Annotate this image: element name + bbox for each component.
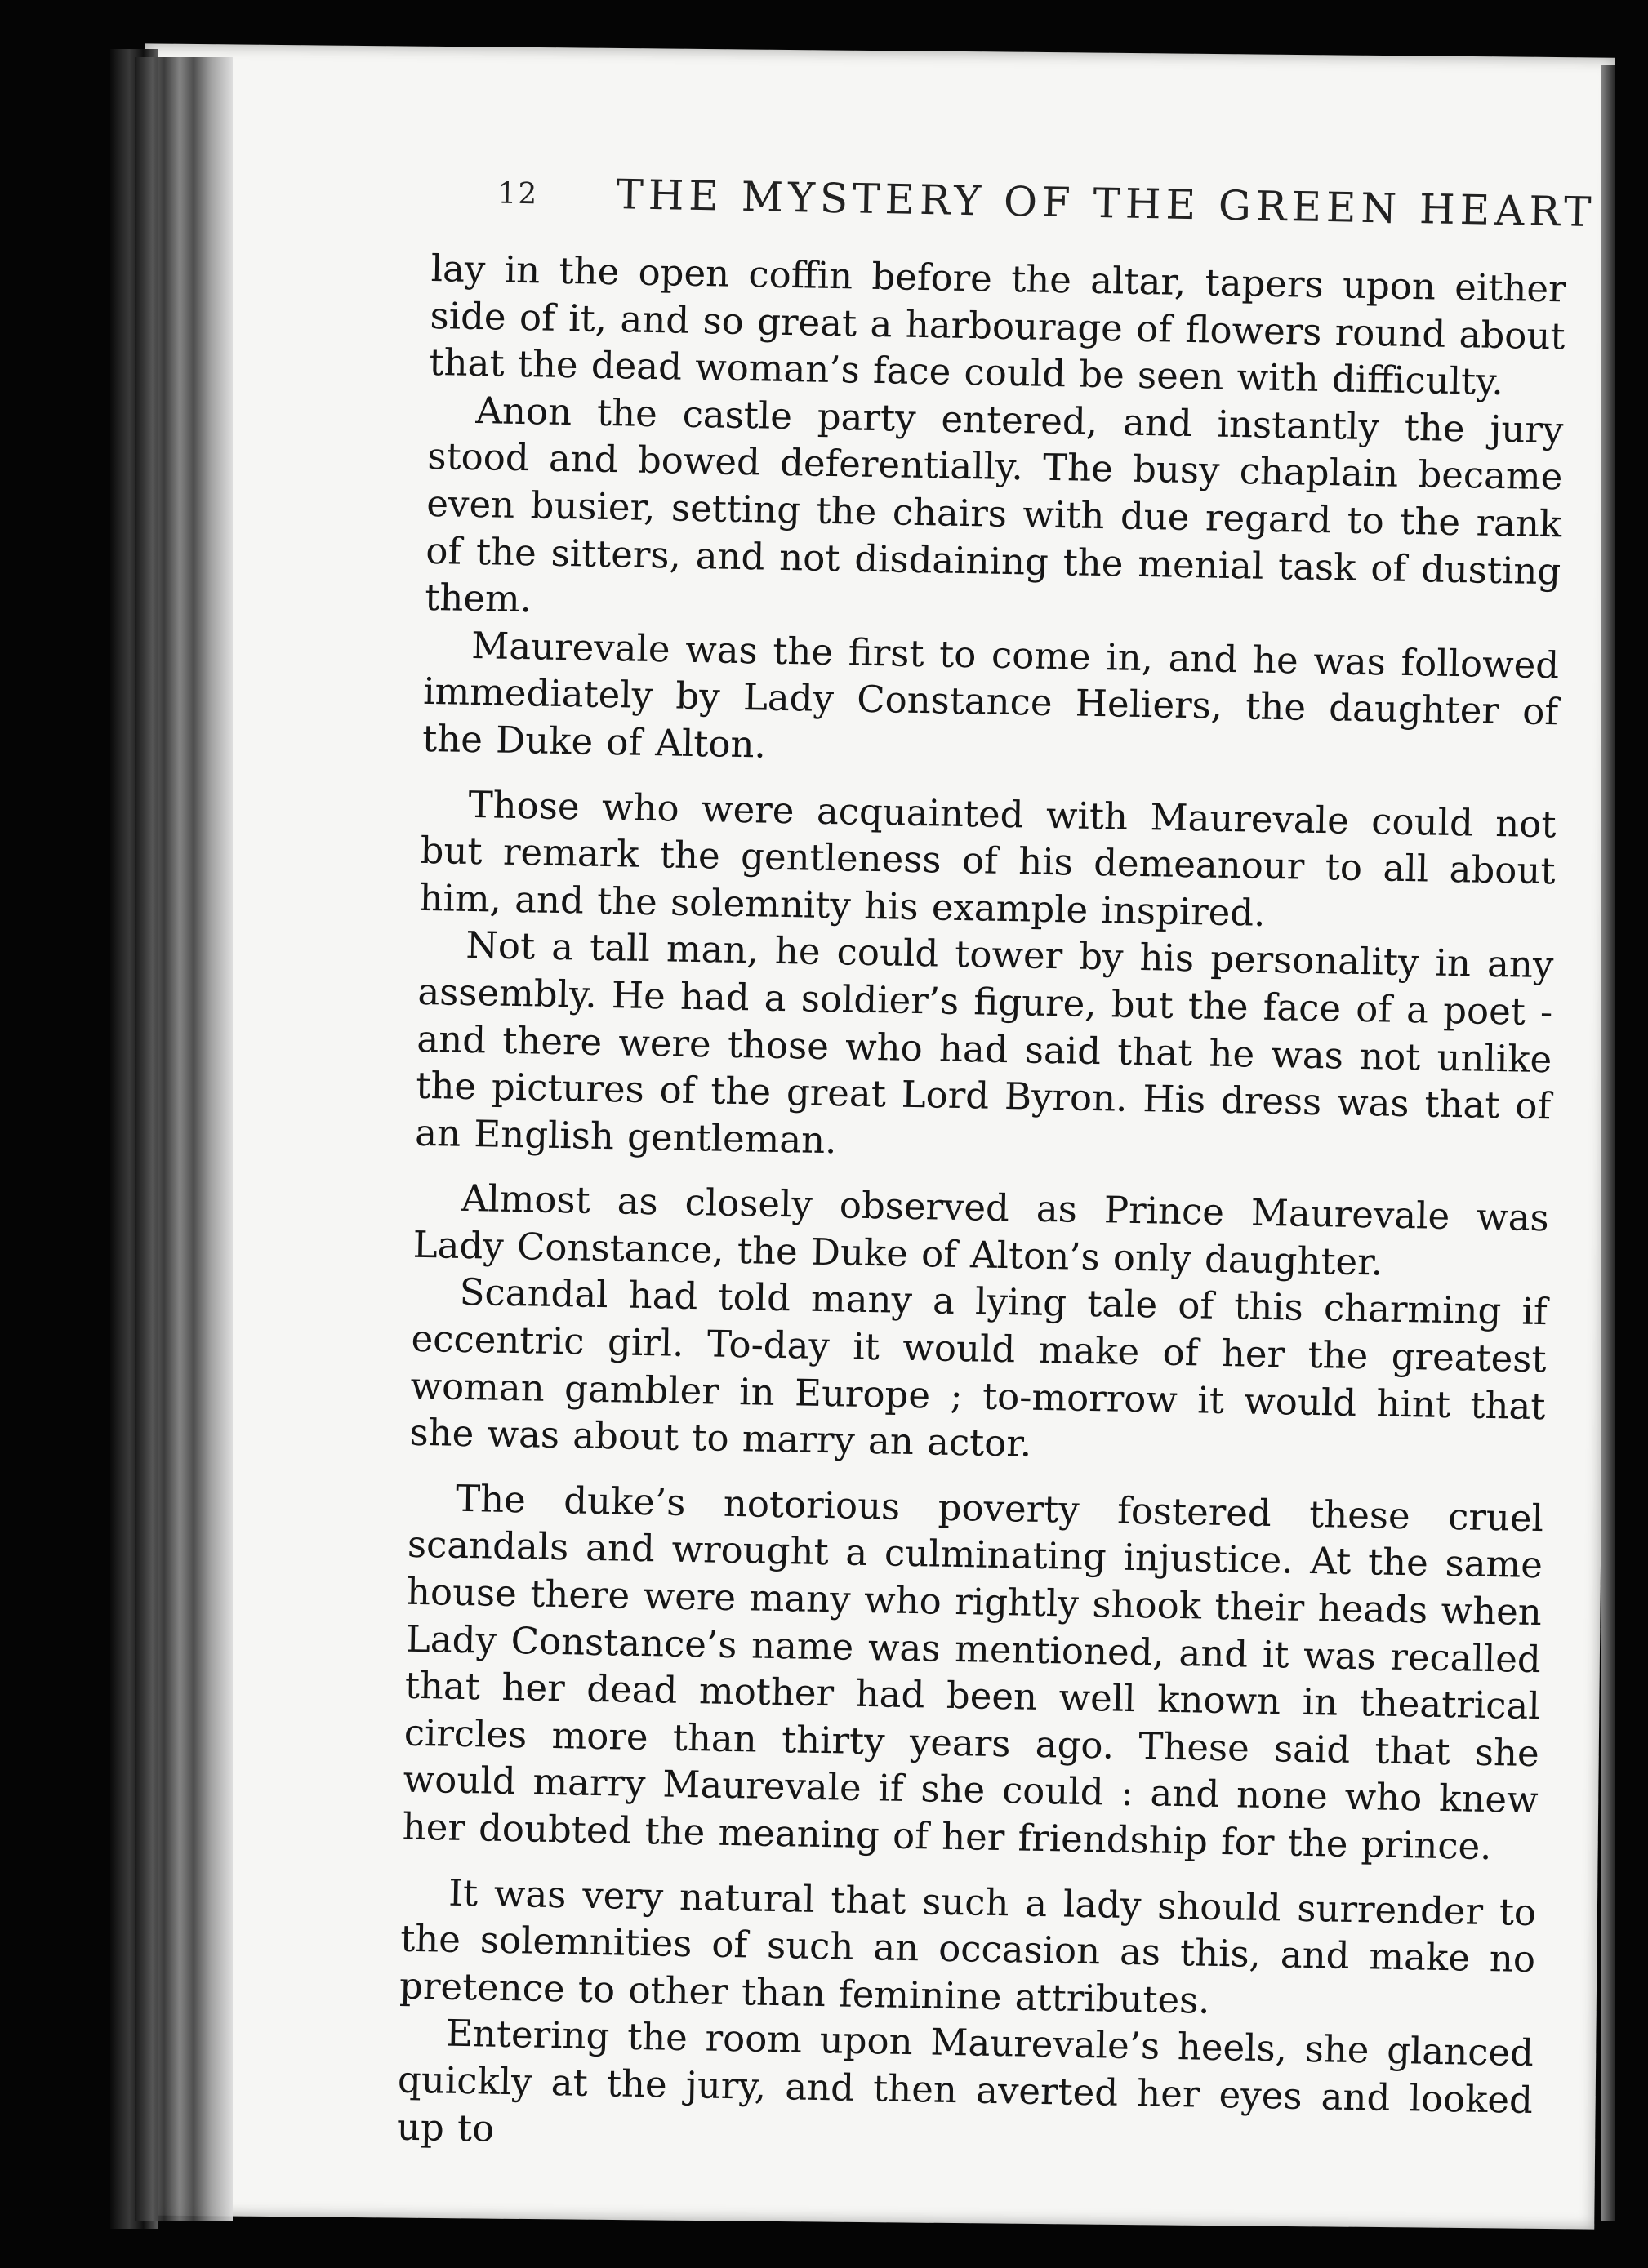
paragraph: Maurevale was the first to come in, and he was followed immediately by Lady Constance Heliers, the daughter of the Duke of Alton. [421, 623, 1560, 767]
paragraph: Those who were acquainted with Maurevale could not but remark the gentleness of his demeanour to all about him, and the solemnity his example inspired. [419, 782, 1557, 935]
paragraph: Almost as closely observed as Prince Maurevale was Lady Constance, the Duke of Alton’s only daughter. [412, 1176, 1550, 1284]
paragraph: It was very natural that such a lady should surrender to the solemnities of such an occasion as this, and make no pretence to other than feminine attributes. [399, 1870, 1537, 2022]
paragraph: Anon the castle party entered, and instantly the jury stood and bowed deferentially. The busy chaplain became even busier, setting the chairs with due regard to the rank of the sitters, and not disdaining the menial task of dusting them. [424, 388, 1564, 621]
book-binding [135, 57, 233, 2221]
page-text-block [396, 167, 1597, 2171]
paragraph: lay in the open coffin before the altar, tapers upon either side of it, and so great a harbourage of flowers round about that the dead woman’s face could be seen with difficulty. [429, 246, 1566, 404]
paragraph: Entering the room upon Maurevale’s heels, she glanced quickly at the jury, and then averted her eyes and looked up to [396, 2012, 1534, 2150]
paragraph: Scandal had told many a lying tale of this charming if eccentric girl. To-day it would make of her the greatest woman gambler in Europe ; to-morrow it would hint that she was about to marry an actor. [409, 1270, 1548, 1465]
paragraph: The duke’s notorious poverty fostered these cruel scandals and wrought a culminating injustice. At the same house there were many who rightly shook their heads when Lady Constance’s name was mentioned, and it was recalled that her dead mother had been well known in theatrical circles more than thirty years ago. These said that she would marry Maurevale if she could : and none who knew her doubted the meaning of her friendship for the prince. [402, 1476, 1544, 1869]
paragraph: Not a tall man, he could tower by his personality in any assembly. He had a soldier’s figure, but the face of a poet -and there were those who had said that he was not unlike the pictures of the great Lord Byron. His dress was that of an English gentleman. [414, 923, 1554, 1162]
book-title: THE MYSTERY OF THE GREEN HEART [615, 171, 1597, 237]
page-edge [1601, 65, 1615, 2221]
page-number: 12 [497, 176, 539, 211]
